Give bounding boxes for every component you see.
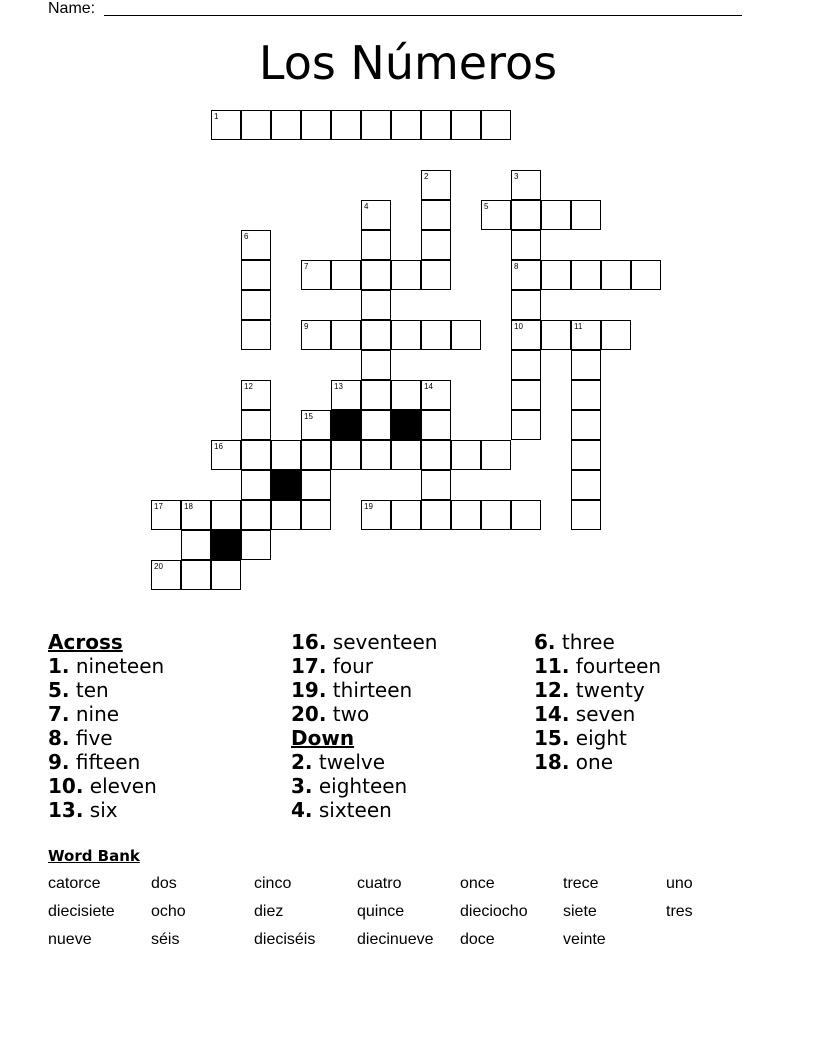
clue-text: one bbox=[569, 750, 614, 774]
grid-cell[interactable] bbox=[301, 110, 331, 140]
clue-text: three bbox=[555, 630, 615, 654]
grid-cell[interactable] bbox=[421, 230, 451, 260]
grid-cell[interactable] bbox=[181, 530, 211, 560]
clue-item bbox=[48, 702, 164, 726]
grid-cell[interactable] bbox=[361, 290, 391, 320]
word-bank-word: dieciocho bbox=[460, 903, 528, 920]
clue-number-label: 1. bbox=[48, 654, 70, 678]
grid-cell[interactable] bbox=[511, 410, 541, 440]
grid-cell[interactable] bbox=[271, 440, 301, 470]
grid-cell[interactable] bbox=[421, 260, 451, 290]
grid-cell[interactable] bbox=[541, 260, 571, 290]
grid-cell[interactable] bbox=[631, 260, 661, 290]
grid-cell[interactable] bbox=[511, 200, 541, 230]
grid-cell[interactable] bbox=[241, 290, 271, 320]
clue-number: 14 bbox=[424, 382, 433, 391]
grid-cell[interactable] bbox=[451, 500, 481, 530]
clue-text: seven bbox=[569, 702, 636, 726]
clues-column-2 bbox=[291, 630, 437, 822]
clue-item bbox=[534, 750, 661, 774]
grid-cell[interactable] bbox=[331, 260, 361, 290]
down-clues-list bbox=[291, 750, 437, 822]
down-heading: Down bbox=[291, 726, 355, 750]
clue-number-label: 13. bbox=[48, 798, 84, 822]
clue-number: 20 bbox=[154, 562, 163, 571]
word-bank-word: diecinueve bbox=[357, 931, 434, 948]
grid-cell[interactable] bbox=[601, 260, 631, 290]
black-square bbox=[331, 410, 361, 440]
clue-text: two bbox=[326, 702, 370, 726]
word-bank-title: Word Bank bbox=[48, 847, 140, 865]
word-bank-word: tres bbox=[666, 903, 693, 920]
clue-number-label: 12. bbox=[534, 678, 570, 702]
clue-number-label: 14. bbox=[534, 702, 570, 726]
word-bank-word: trece bbox=[563, 875, 599, 892]
grid-cell[interactable] bbox=[421, 440, 451, 470]
clue-number-label: 11. bbox=[534, 654, 570, 678]
clue-number: 16 bbox=[214, 442, 223, 451]
clue-item bbox=[534, 726, 661, 750]
across-heading: Across bbox=[48, 630, 123, 654]
grid-cell[interactable] bbox=[241, 440, 271, 470]
grid-cell[interactable] bbox=[571, 410, 601, 440]
clue-number: 13 bbox=[334, 382, 343, 391]
clue-number-label: 17. bbox=[291, 654, 327, 678]
grid-cell[interactable] bbox=[511, 350, 541, 380]
across-clues-list bbox=[48, 654, 164, 822]
word-bank-word: catorce bbox=[48, 875, 101, 892]
clue-number: 5 bbox=[484, 202, 489, 211]
clue-item bbox=[48, 774, 164, 798]
grid-cell[interactable] bbox=[511, 380, 541, 410]
word-bank-word: doce bbox=[460, 931, 495, 948]
clue-number-label: 2. bbox=[291, 750, 313, 774]
clue-text: ten bbox=[69, 678, 109, 702]
grid-cell[interactable] bbox=[481, 440, 511, 470]
grid-cell[interactable] bbox=[361, 110, 391, 140]
clue-item bbox=[291, 678, 437, 702]
grid-cell[interactable] bbox=[241, 260, 271, 290]
clue-number: 15 bbox=[304, 412, 313, 421]
clue-text: seventeen bbox=[326, 630, 438, 654]
black-square bbox=[271, 470, 301, 500]
clue-text: fourteen bbox=[569, 654, 662, 678]
word-bank-word: séis bbox=[151, 931, 180, 948]
word-bank-word: dos bbox=[151, 875, 177, 892]
clue-number: 7 bbox=[304, 262, 309, 271]
grid-cell[interactable] bbox=[241, 470, 271, 500]
clue-number: 2 bbox=[424, 172, 429, 181]
grid-cell[interactable] bbox=[361, 380, 391, 410]
clue-item bbox=[48, 678, 164, 702]
grid-cell[interactable] bbox=[211, 500, 241, 530]
clue-number-label: 20. bbox=[291, 702, 327, 726]
grid-cell[interactable] bbox=[541, 200, 571, 230]
grid-cell[interactable] bbox=[511, 230, 541, 260]
grid-cell[interactable] bbox=[361, 230, 391, 260]
clue-number-label: 7. bbox=[48, 702, 70, 726]
word-bank-word: ocho bbox=[151, 903, 186, 920]
clue-number: 18 bbox=[184, 502, 193, 511]
clue-number: 12 bbox=[244, 382, 253, 391]
clue-item bbox=[534, 678, 661, 702]
grid-cell[interactable] bbox=[301, 470, 331, 500]
clue-text: thirteen bbox=[326, 678, 413, 702]
grid-cell[interactable] bbox=[571, 350, 601, 380]
word-bank-word: nueve bbox=[48, 931, 92, 948]
grid-cell[interactable] bbox=[361, 350, 391, 380]
grid-cell[interactable] bbox=[241, 500, 271, 530]
grid-cell[interactable] bbox=[331, 320, 361, 350]
word-bank-word: once bbox=[460, 875, 495, 892]
grid-cell[interactable] bbox=[451, 110, 481, 140]
clue-text: fifteen bbox=[69, 750, 141, 774]
clue-number-label: 15. bbox=[534, 726, 570, 750]
grid-cell[interactable] bbox=[421, 320, 451, 350]
clue-item bbox=[534, 702, 661, 726]
grid-cell[interactable] bbox=[571, 380, 601, 410]
clue-number-label: 4. bbox=[291, 798, 313, 822]
grid-cell[interactable] bbox=[481, 500, 511, 530]
grid-cell[interactable] bbox=[571, 200, 601, 230]
word-bank-word: diecisiete bbox=[48, 903, 115, 920]
clue-text: six bbox=[83, 798, 118, 822]
clue-item bbox=[291, 774, 437, 798]
clue-item bbox=[291, 750, 437, 774]
grid-cell[interactable] bbox=[241, 320, 271, 350]
grid-cell[interactable] bbox=[391, 110, 421, 140]
grid-cell[interactable] bbox=[211, 560, 241, 590]
grid-cell[interactable] bbox=[181, 560, 211, 590]
clue-number: 17 bbox=[154, 502, 163, 511]
clue-item bbox=[534, 654, 661, 678]
clue-number-label: 6. bbox=[534, 630, 556, 654]
clue-item bbox=[291, 798, 437, 822]
clue-number: 9 bbox=[304, 322, 309, 331]
clue-item bbox=[534, 630, 661, 654]
grid-cell[interactable] bbox=[421, 110, 451, 140]
clue-number-label: 18. bbox=[534, 750, 570, 774]
clue-number: 4 bbox=[364, 202, 369, 211]
clue-number: 6 bbox=[244, 232, 249, 241]
clue-item bbox=[291, 654, 437, 678]
clue-text: twelve bbox=[312, 750, 386, 774]
clue-number-label: 5. bbox=[48, 678, 70, 702]
grid-cell[interactable] bbox=[271, 500, 301, 530]
grid-cell[interactable] bbox=[391, 380, 421, 410]
grid-cell[interactable] bbox=[451, 440, 481, 470]
clue-number-label: 8. bbox=[48, 726, 70, 750]
clue-item bbox=[48, 798, 164, 822]
clue-text: eight bbox=[569, 726, 627, 750]
grid-cell[interactable] bbox=[241, 110, 271, 140]
grid-cell[interactable] bbox=[241, 410, 271, 440]
grid-cell[interactable] bbox=[451, 320, 481, 350]
grid-cell[interactable] bbox=[361, 410, 391, 440]
grid-cell[interactable] bbox=[571, 500, 601, 530]
word-bank-word: diez bbox=[254, 903, 284, 920]
grid-cell[interactable] bbox=[391, 440, 421, 470]
grid-cell[interactable] bbox=[241, 530, 271, 560]
clue-item bbox=[291, 702, 437, 726]
clue-number: 10 bbox=[514, 322, 523, 331]
across-clues-list-continued bbox=[291, 630, 437, 726]
clues-column-1 bbox=[48, 630, 164, 822]
grid-cell[interactable] bbox=[601, 320, 631, 350]
grid-cell[interactable] bbox=[511, 500, 541, 530]
clue-text: eleven bbox=[83, 774, 157, 798]
clue-text: five bbox=[69, 726, 113, 750]
clue-number-label: 3. bbox=[291, 774, 313, 798]
grid-cell[interactable] bbox=[361, 440, 391, 470]
clue-number: 1 bbox=[214, 112, 219, 121]
name-label: Name: bbox=[48, 0, 96, 17]
down-clues-list-continued bbox=[534, 630, 661, 774]
grid-cell[interactable] bbox=[391, 320, 421, 350]
clue-text: nine bbox=[69, 702, 120, 726]
word-bank-word: veinte bbox=[563, 931, 606, 948]
clue-item bbox=[48, 654, 164, 678]
clue-number: 8 bbox=[514, 262, 519, 271]
grid-cell[interactable] bbox=[301, 440, 331, 470]
word-bank-word: siete bbox=[563, 903, 597, 920]
black-square bbox=[211, 530, 241, 560]
clue-number: 3 bbox=[514, 172, 519, 181]
grid-cell[interactable] bbox=[331, 440, 361, 470]
grid-cell[interactable] bbox=[361, 260, 391, 290]
grid-cell[interactable] bbox=[421, 200, 451, 230]
grid-cell[interactable] bbox=[511, 290, 541, 320]
word-bank-word: quince bbox=[357, 903, 405, 920]
clue-item bbox=[48, 750, 164, 774]
clue-number: 11 bbox=[574, 322, 583, 331]
grid-cell[interactable] bbox=[571, 440, 601, 470]
grid-cell[interactable] bbox=[421, 410, 451, 440]
page-title: Los Números bbox=[258, 36, 558, 90]
grid-cell[interactable] bbox=[571, 470, 601, 500]
grid-cell[interactable] bbox=[421, 500, 451, 530]
clue-number-label: 19. bbox=[291, 678, 327, 702]
grid-cell[interactable] bbox=[571, 260, 601, 290]
grid-cell[interactable] bbox=[481, 110, 511, 140]
clues-column-3 bbox=[534, 630, 661, 774]
clue-text: twenty bbox=[569, 678, 645, 702]
grid-cell[interactable] bbox=[331, 110, 361, 140]
grid-cell[interactable] bbox=[361, 320, 391, 350]
grid-cell[interactable] bbox=[391, 500, 421, 530]
word-bank-word: uno bbox=[666, 875, 693, 892]
clue-number: 19 bbox=[364, 502, 373, 511]
clue-number-label: 9. bbox=[48, 750, 70, 774]
grid-cell[interactable] bbox=[271, 110, 301, 140]
word-bank-word: cuatro bbox=[357, 875, 402, 892]
grid-cell[interactable] bbox=[301, 500, 331, 530]
grid-cell[interactable] bbox=[421, 470, 451, 500]
black-square bbox=[391, 410, 421, 440]
word-bank-word: dieciséis bbox=[254, 931, 316, 948]
clue-item bbox=[291, 630, 437, 654]
clue-text: eighteen bbox=[312, 774, 408, 798]
clue-text: nineteen bbox=[69, 654, 165, 678]
clue-item bbox=[48, 726, 164, 750]
clue-number-label: 16. bbox=[291, 630, 327, 654]
clue-text: sixteen bbox=[312, 798, 392, 822]
clue-text: four bbox=[326, 654, 373, 678]
word-bank-word: cinco bbox=[254, 875, 292, 892]
grid-cell[interactable] bbox=[391, 260, 421, 290]
clue-number-label: 10. bbox=[48, 774, 84, 798]
grid-cell[interactable] bbox=[541, 320, 571, 350]
